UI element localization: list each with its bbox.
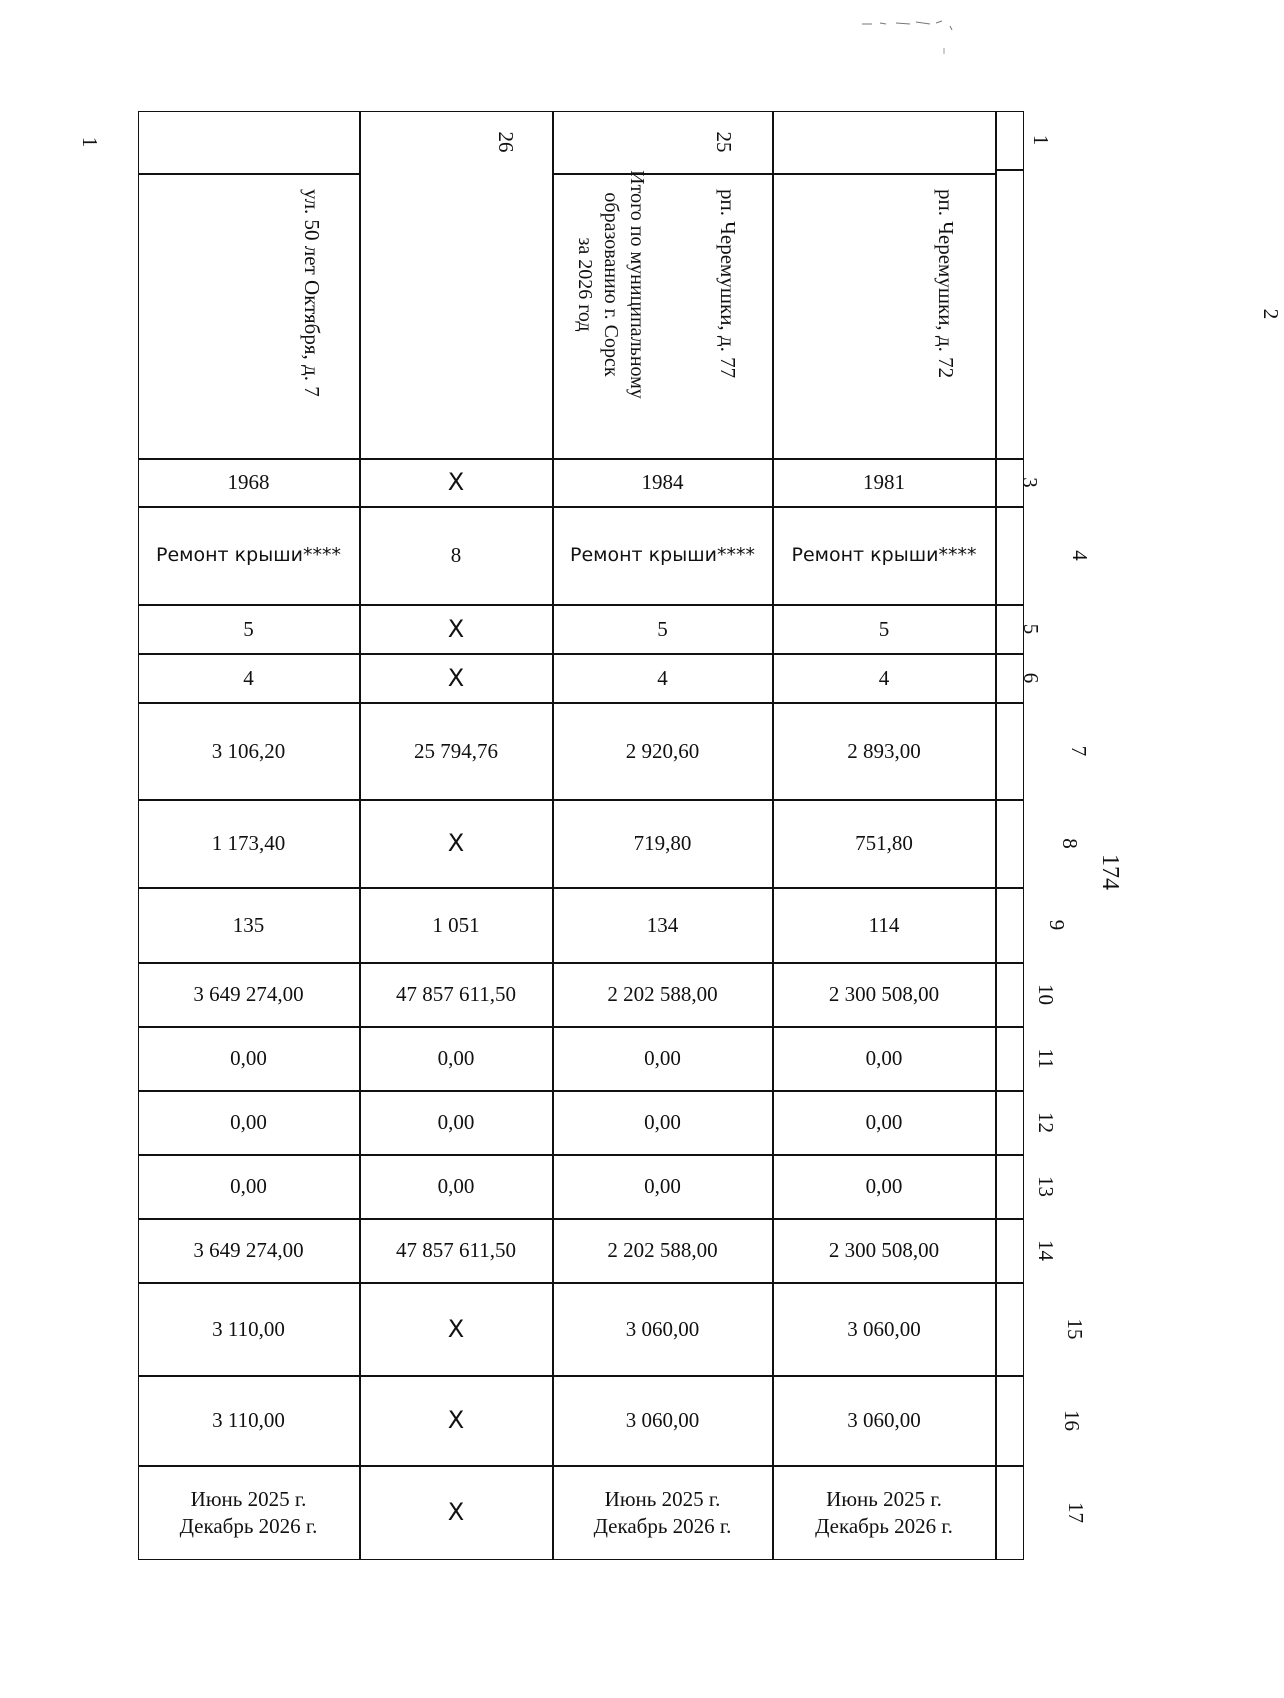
cell-1-col-8-text: 1 173,40 — [211, 831, 286, 855]
cell-25-col-13-text: 0,00 — [865, 1174, 903, 1198]
column-number-6-text: 6 — [1019, 672, 1043, 684]
column-number-9 — [996, 888, 1069, 963]
cell-total-col-14 — [360, 1219, 553, 1283]
cell-26-col-13 — [553, 1155, 773, 1219]
cell-25-col-11 — [773, 1027, 996, 1091]
row-number-26-text: 26 — [494, 131, 518, 153]
cell-25-col-5 — [773, 605, 996, 654]
cell-1-col-7-text: 3 106,20 — [211, 738, 286, 763]
cell-1-col-9-text: 135 — [232, 912, 265, 937]
cell-1-col-14 — [138, 1219, 360, 1283]
cell-25-col-11-text: 0,00 — [865, 1046, 903, 1070]
address-1 — [138, 174, 360, 459]
column-number-16-text: 16 — [1060, 1410, 1084, 1431]
column-number-15-text: 15 — [1063, 1318, 1087, 1340]
cell-25-col-7 — [773, 703, 996, 800]
cell-1-col-11-text: 0,00 — [230, 1046, 267, 1070]
cell-25-col-5-text: 5 — [878, 616, 890, 641]
cell-25-col-17-text: Июнь 2025 г. Декабрь 2026 г. — [815, 1486, 953, 1538]
cell-25-col-16-text: 3 060,00 — [847, 1408, 921, 1432]
cell-25-col-14 — [773, 1219, 996, 1283]
total-label-text: Итого по муниципальному образованию г. Сорск за 2026 год — [574, 170, 648, 399]
cell-26-col-11-text: 0,00 — [644, 1046, 681, 1070]
cell-total-col-9-text: 1 051 — [432, 912, 480, 937]
column-number-10 — [996, 963, 1058, 1027]
cell-total-col-16-text: Х — [447, 1406, 465, 1434]
cell-26-col-12 — [553, 1091, 773, 1155]
cell-26-col-15 — [553, 1283, 773, 1376]
cell-total-col-13-text: 0,00 — [437, 1174, 475, 1198]
cell-26-col-6 — [553, 654, 773, 703]
cell-total-col-17-text: Х — [447, 1498, 465, 1526]
column-number-15 — [996, 1283, 1087, 1376]
column-number-14 — [996, 1219, 1058, 1283]
cell-26-col-7-text: 2 920,60 — [625, 738, 700, 763]
cell-total-col-16 — [360, 1376, 553, 1466]
cell-total-col-12-text: 0,00 — [437, 1110, 475, 1134]
column-number-7 — [996, 703, 1091, 800]
cell-total-col-6 — [360, 654, 553, 703]
cell-25-col-10 — [773, 963, 996, 1027]
cell-1-col-10-text: 3 649 274,00 — [193, 982, 304, 1006]
cell-total-col-17 — [360, 1466, 553, 1560]
cell-26-col-4 — [553, 507, 773, 605]
cell-25-col-6-text: 4 — [878, 665, 890, 690]
cell-1-col-11 — [138, 1027, 360, 1091]
cell-total-col-4-text: 8 — [450, 543, 462, 567]
cell-total-col-5-text: Х — [447, 614, 465, 643]
cell-1-col-13 — [138, 1155, 360, 1219]
column-number-7-text: 7 — [1067, 745, 1091, 757]
cell-1-col-5-text: 5 — [243, 616, 254, 641]
cell-total-col-3 — [360, 459, 553, 507]
cell-1-col-17-text: Июнь 2025 г. Декабрь 2026 г. — [179, 1486, 318, 1538]
column-number-13-text: 13 — [1034, 1176, 1058, 1197]
cell-26-col-16-text: 3 060,00 — [625, 1408, 700, 1432]
column-number-9-text: 9 — [1045, 919, 1069, 931]
cell-26-col-13-text: 0,00 — [644, 1174, 681, 1198]
cell-25-col-13 — [773, 1155, 996, 1219]
row-number-1 — [78, 111, 360, 174]
cell-1-col-5 — [138, 605, 360, 654]
cell-1-col-12-text: 0,00 — [230, 1110, 267, 1134]
cell-25-col-6 — [773, 654, 996, 703]
cell-25-col-10-text: 2 300 508,00 — [828, 982, 940, 1006]
cell-total-col-6-text: Х — [447, 663, 465, 692]
cell-26-col-9-text: 134 — [646, 912, 679, 937]
column-number-4-text: 4 — [1068, 550, 1092, 561]
column-number-1-text: 1 — [1029, 134, 1053, 146]
cell-1-col-6-text: 4 — [243, 665, 254, 690]
cell-25-col-4-text: Ремонт крыши**** — [791, 544, 977, 566]
cell-26-col-14 — [553, 1219, 773, 1283]
cell-26-col-17 — [553, 1466, 773, 1560]
cell-25-col-8 — [773, 800, 996, 888]
column-number-6 — [996, 654, 1043, 703]
column-number-14-text: 14 — [1034, 1240, 1058, 1261]
cell-26-col-4-text: Ремонт крыши**** — [570, 544, 755, 566]
cell-26-col-8 — [553, 800, 773, 888]
row-number-1-text: 1 — [78, 136, 102, 148]
page-number-text: 174 — [1097, 854, 1124, 890]
column-number-11 — [996, 1027, 1058, 1091]
cell-total-col-11-text: 0,00 — [437, 1046, 475, 1070]
cell-26-col-5 — [553, 605, 773, 654]
cell-total-col-8-text: Х — [447, 829, 465, 857]
cell-25-col-3 — [773, 459, 996, 507]
cell-25-col-3-text: 1981 — [863, 470, 905, 494]
cell-1-col-15-text: 3 110,00 — [212, 1316, 285, 1341]
cell-25-col-12-text: 0,00 — [865, 1110, 903, 1134]
cell-total-col-10-text: 47 857 611,50 — [396, 982, 516, 1006]
cell-26-col-7 — [553, 703, 773, 800]
page-number — [1090, 832, 1130, 912]
column-number-12 — [996, 1091, 1058, 1155]
address-25-text: рп. Черемушки, д. 72 — [934, 189, 959, 379]
cell-total-col-3-text: Х — [447, 468, 465, 496]
cell-26-col-5-text: 5 — [657, 616, 668, 641]
cell-1-col-9 — [138, 888, 360, 963]
address-1-text: ул. 50 лет Октября, д. 7 — [300, 189, 324, 397]
column-number-8-text: 8 — [1058, 838, 1082, 849]
cell-total-col-4 — [360, 507, 553, 605]
cell-25-col-15-text: 3 060,00 — [847, 1316, 921, 1341]
cell-1-col-3-text: 1968 — [227, 470, 270, 494]
cell-26-col-11 — [553, 1027, 773, 1091]
cell-1-col-8 — [138, 800, 360, 888]
column-number-8 — [996, 800, 1082, 888]
cell-total-col-14-text: 47 857 611,50 — [396, 1238, 516, 1262]
cell-25-col-9 — [773, 888, 996, 963]
cell-total-col-15 — [360, 1283, 553, 1376]
cell-26-col-10-text: 2 202 588,00 — [607, 982, 718, 1006]
cell-total-col-10 — [360, 963, 553, 1027]
cell-1-col-14-text: 3 649 274,00 — [193, 1238, 304, 1262]
cell-1-col-15 — [138, 1283, 360, 1376]
cell-25-col-7-text: 2 893,00 — [847, 738, 921, 763]
cell-25-col-4 — [773, 507, 996, 605]
cell-1-col-10 — [138, 963, 360, 1027]
cell-26-col-15-text: 3 060,00 — [625, 1316, 700, 1341]
cell-25-col-12 — [773, 1091, 996, 1155]
row-number-25 — [712, 111, 996, 174]
cell-1-col-17 — [138, 1466, 360, 1560]
cell-25-col-15 — [773, 1283, 996, 1376]
column-number-2-text: 2 — [1259, 308, 1283, 320]
cell-1-col-16-text: 3 110,00 — [212, 1408, 285, 1432]
column-number-5 — [996, 605, 1043, 654]
column-number-3 — [996, 459, 1042, 507]
cell-25-col-17 — [773, 1466, 996, 1560]
cell-total-col-7-text: 25 794,76 — [414, 738, 498, 763]
cell-total-col-13 — [360, 1155, 553, 1219]
column-number-4 — [996, 507, 1092, 605]
cell-1-col-3 — [138, 459, 360, 507]
column-number-11-text: 11 — [1034, 1048, 1058, 1069]
row-number-25-text: 25 — [712, 131, 737, 153]
column-number-12-text: 12 — [1034, 1112, 1058, 1133]
scan-artifact — [860, 18, 960, 58]
cell-1-col-4 — [138, 507, 360, 605]
cell-26-col-3 — [553, 459, 773, 507]
cell-1-col-6 — [138, 654, 360, 703]
cell-total-col-15-text: Х — [447, 1314, 465, 1343]
cell-26-col-3-text: 1984 — [641, 470, 684, 494]
cell-25-col-14-text: 2 300 508,00 — [828, 1238, 940, 1262]
column-number-1 — [996, 111, 1053, 170]
cell-25-col-8-text: 751,80 — [855, 831, 913, 855]
address-26-text: рп. Черемушки, д. 77 — [716, 189, 740, 379]
column-number-17-text: 17 — [1064, 1502, 1088, 1523]
cell-26-col-16 — [553, 1376, 773, 1466]
cell-26-col-12-text: 0,00 — [644, 1110, 681, 1134]
column-number-10-text: 10 — [1034, 984, 1058, 1005]
cell-total-col-5 — [360, 605, 553, 654]
cell-total-col-12 — [360, 1091, 553, 1155]
cell-25-col-9-text: 114 — [868, 912, 900, 937]
cell-1-col-4-text: Ремонт крыши**** — [156, 544, 341, 566]
cell-total-col-9 — [360, 888, 553, 963]
column-number-17 — [996, 1466, 1088, 1560]
cell-26-col-8-text: 719,80 — [633, 831, 692, 855]
cell-26-col-17-text: Июнь 2025 г. Декабрь 2026 г. — [593, 1486, 732, 1538]
column-number-5-text: 5 — [1019, 623, 1043, 635]
cell-1-col-7 — [138, 703, 360, 800]
cell-26-col-9 — [553, 888, 773, 963]
column-number-16 — [996, 1376, 1084, 1466]
cell-1-col-12 — [138, 1091, 360, 1155]
cell-25-col-16 — [773, 1376, 996, 1466]
cell-total-col-11 — [360, 1027, 553, 1091]
cell-26-col-6-text: 4 — [657, 665, 668, 690]
cell-26-col-10 — [553, 963, 773, 1027]
cell-26-col-14-text: 2 202 588,00 — [607, 1238, 718, 1262]
column-number-13 — [996, 1155, 1058, 1219]
cell-1-col-16 — [138, 1376, 360, 1466]
cell-total-col-8 — [360, 800, 553, 888]
cell-total-col-7 — [360, 703, 553, 800]
column-number-3-text: 3 — [1018, 477, 1042, 488]
cell-1-col-13-text: 0,00 — [230, 1174, 267, 1198]
